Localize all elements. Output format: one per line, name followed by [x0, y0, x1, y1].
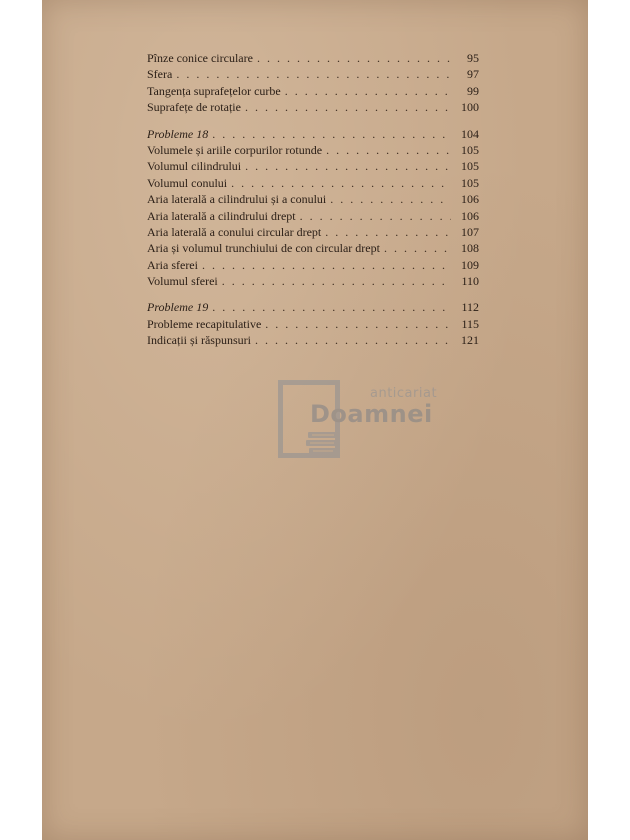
toc-entry	[147, 99, 479, 115]
toc-entry	[147, 175, 479, 191]
toc-entry-page: 121	[461, 333, 479, 348]
toc-entry-title: Aria laterală a cilindrului și a conului	[147, 192, 327, 207]
watermark-top-text: anticariat	[370, 386, 438, 401]
toc-entry	[147, 50, 479, 66]
toc-entry	[147, 224, 479, 240]
dot-leader	[255, 332, 451, 348]
toc-entry-title: Sfera	[147, 67, 173, 82]
toc-entry-problems	[147, 299, 479, 315]
toc-entry-page: 107	[461, 224, 479, 239]
dot-leader	[212, 126, 451, 142]
toc-entry-title: Aria sferei	[147, 257, 198, 272]
toc-entry-title: Volumele și ariile corpurilor rotunde	[147, 142, 323, 157]
dot-leader	[176, 66, 451, 82]
dot-leader	[231, 175, 451, 191]
toc-entry-page: 95	[467, 51, 479, 65]
toc-entry-page: 105	[461, 142, 479, 157]
toc-entry-title: Volumul conului	[147, 175, 228, 190]
toc-entry-page: 105	[461, 159, 479, 174]
toc-entry-title: Probleme 19	[147, 300, 209, 315]
dot-leader	[202, 257, 451, 273]
toc-entry-page: 112	[461, 300, 479, 315]
toc-entry-page: 106	[461, 192, 479, 207]
dot-leader	[384, 240, 451, 256]
dot-leader	[212, 299, 451, 315]
toc-entry	[147, 66, 479, 82]
book-page	[42, 0, 588, 840]
books-stack-icon	[304, 430, 344, 456]
toc-entry-title: Volumul cilindrului	[147, 159, 242, 174]
toc-entry-title: Aria laterală a conului circular drept	[147, 224, 322, 239]
toc-entry-page: 106	[461, 208, 479, 223]
toc-entry-title: Probleme recapitulative	[147, 316, 262, 331]
dot-leader	[257, 50, 451, 66]
toc-entry	[147, 158, 479, 174]
toc-entry	[147, 316, 479, 332]
toc-entry	[147, 273, 479, 289]
toc-entry-title: Probleme 18	[147, 126, 209, 141]
toc-entry	[147, 142, 479, 158]
toc-entry-title: Suprafețe de rotație	[147, 100, 241, 115]
toc-entry-page: 110	[461, 274, 479, 289]
toc-entry-title: Aria laterală a cilindrului drept	[147, 208, 296, 223]
dot-leader	[245, 99, 451, 115]
toc-entry	[147, 332, 479, 348]
toc-entry-page: 100	[461, 100, 479, 115]
table-of-contents	[147, 50, 479, 349]
toc-entry	[147, 83, 479, 99]
dot-leader	[265, 316, 451, 332]
toc-entry-page: 109	[461, 257, 479, 272]
dot-leader	[245, 158, 451, 174]
toc-entry-title: Aria și volumul trunchiului de con circular drept	[147, 241, 380, 256]
dot-leader	[330, 191, 451, 207]
dot-leader	[326, 142, 451, 158]
toc-entry-title: Pînze conice circulare	[147, 51, 253, 65]
toc-entry-title: Volumul sferei	[147, 274, 218, 289]
toc-entry	[147, 208, 479, 224]
toc-entry	[147, 191, 479, 207]
dot-leader	[300, 208, 451, 224]
dot-leader	[325, 224, 451, 240]
toc-entry-problems	[147, 126, 479, 142]
toc-entry	[147, 257, 479, 273]
toc-entry-page: 108	[461, 241, 479, 256]
toc-entry-page: 104	[461, 126, 479, 141]
watermark-main-text: Doamnei	[310, 400, 433, 428]
toc-entry-page: 97	[467, 67, 479, 82]
toc-entry-page: 115	[461, 316, 479, 331]
toc-entry-title: Indicații și răspunsuri	[147, 333, 251, 348]
watermark-logo	[278, 380, 458, 462]
toc-entry-page: 105	[461, 175, 479, 190]
dot-leader	[285, 83, 451, 99]
toc-entry	[147, 240, 479, 256]
toc-entry-title: Tangența suprafețelor curbe	[147, 83, 281, 98]
dot-leader	[222, 273, 451, 289]
toc-entry-page: 99	[467, 83, 479, 98]
